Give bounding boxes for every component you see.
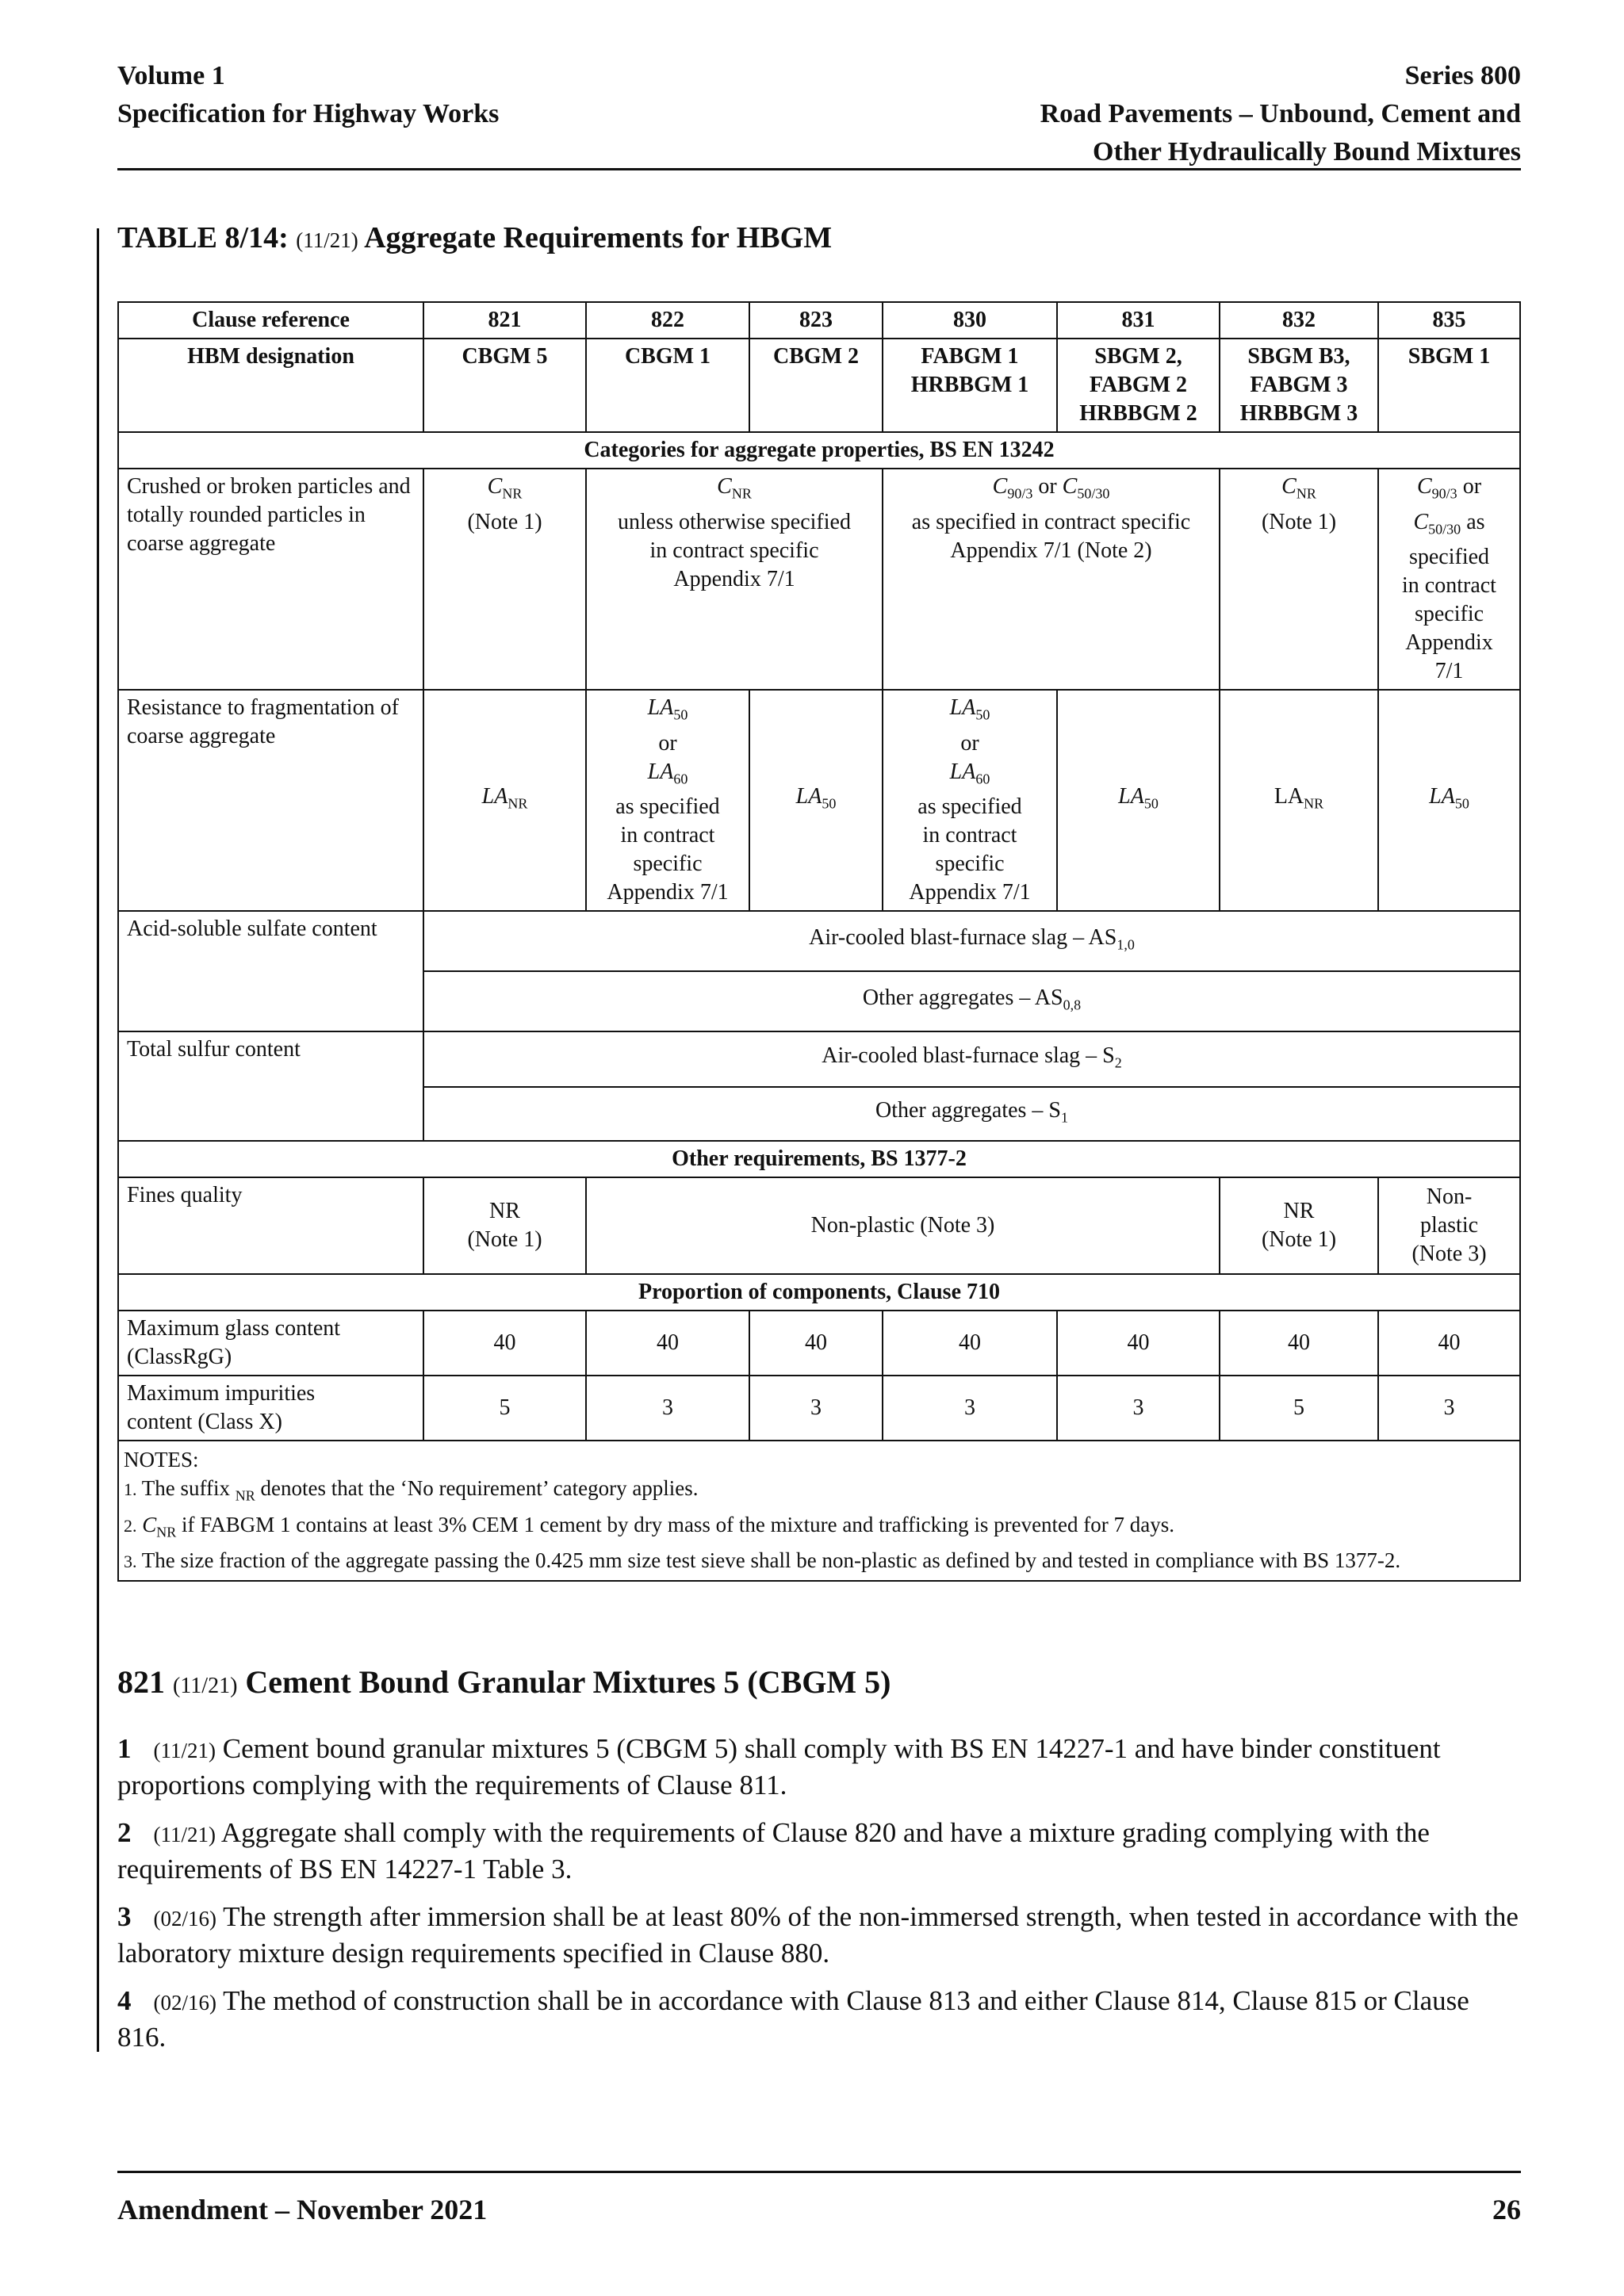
- designation-cell: CBGM 5: [423, 339, 586, 432]
- designation-line: SBGM 2,: [1094, 344, 1182, 369]
- symbol: LA: [949, 759, 976, 784]
- cell-text: as specified: [917, 794, 1022, 820]
- glass-value: 40: [1057, 1311, 1220, 1376]
- glass-value: 40: [1220, 1311, 1378, 1376]
- clause-ref-header: Clause reference: [118, 302, 423, 339]
- paragraph-1: [117, 1732, 1521, 1803]
- resistance-cell-830: [883, 690, 1057, 911]
- cell-text: or: [1462, 474, 1482, 499]
- cell-text: specified: [1408, 545, 1490, 570]
- label-line: (ClassRgG): [127, 1345, 232, 1370]
- cell-text: Other aggregates – AS: [862, 985, 1063, 1011]
- label-line: Maximum glass content: [127, 1316, 341, 1341]
- symbol: LA: [1274, 784, 1304, 809]
- paragraph-amendment: (02/16): [153, 1991, 216, 2015]
- section-amendment: (11/21): [173, 1674, 238, 1698]
- paragraph-number: 4: [117, 1985, 132, 2016]
- table-row: [118, 1177, 1520, 1274]
- page-header-right: [1040, 57, 1521, 171]
- section-heading-821: [117, 1663, 891, 1701]
- subscript: 90/3: [1007, 485, 1033, 502]
- paragraph-text: Cement bound granular mixtures 5 (CBGM 5) shall comply with BS EN 14227-1 and have binder constituent proportions complying with the requirements of Clause 811.: [117, 1733, 1441, 1800]
- cell-text: as: [1466, 509, 1485, 534]
- clause-cell: 821: [423, 302, 586, 339]
- cell-text: NR: [1283, 1199, 1315, 1224]
- symbol: LA: [1429, 784, 1455, 809]
- series-title-line2: Other Hydraulically Bound Mixtures: [1093, 137, 1521, 166]
- impurities-value: 3: [883, 1376, 1057, 1441]
- cell-text: Appendix 7/1 (Note 2): [950, 538, 1152, 563]
- subscript: 50: [673, 706, 688, 723]
- subscript: 60: [975, 771, 990, 787]
- section-heading: Proportion of components, Clause 710: [118, 1274, 1520, 1311]
- note-text: denotes that the ‘No requirement’ category applies.: [260, 1476, 699, 1501]
- row-label: [118, 1311, 423, 1376]
- subscript: NR: [508, 796, 528, 813]
- table-row: [118, 1141, 1520, 1177]
- glass-value: 40: [883, 1311, 1057, 1376]
- label-line: content (Class X): [127, 1410, 282, 1435]
- section-title: Cement Bound Granular Mixtures 5 (CBGM 5): [245, 1664, 891, 1700]
- glass-value: 40: [1378, 1311, 1520, 1376]
- symbol: C: [1062, 474, 1078, 499]
- table-number: TABLE 8/14:: [117, 221, 289, 254]
- table-caption: Aggregate Requirements for HBGM: [364, 221, 833, 254]
- cell-text: Air-cooled blast-furnace slag – AS: [809, 925, 1117, 951]
- designation-line: HRBBGM 2: [1079, 401, 1197, 426]
- table-row: [118, 1274, 1520, 1311]
- subscript: 50/30: [1077, 485, 1110, 502]
- note-number: 1.: [124, 1479, 137, 1500]
- cell-text: Non-: [1426, 1184, 1473, 1210]
- cell-text: 7/1: [1434, 659, 1464, 684]
- sulfate-slag-cell: [423, 911, 1520, 971]
- cell-text: in contract: [620, 823, 715, 848]
- designation-line: FABGM 2: [1089, 373, 1188, 397]
- impurities-value: 3: [1378, 1376, 1520, 1441]
- symbol: C: [1416, 474, 1432, 499]
- series-title-line1: Road Pavements – Unbound, Cement and: [1040, 99, 1521, 128]
- note-1: [124, 1475, 1515, 1509]
- subscript: 50: [1454, 796, 1469, 813]
- sulfur-other-cell: [423, 1087, 1520, 1141]
- designation-cell: SBGM 1: [1378, 339, 1520, 432]
- cell-text: Appendix: [1405, 630, 1493, 656]
- subscript: 2: [1114, 1054, 1122, 1071]
- clause-cell: 835: [1378, 302, 1520, 339]
- note-text: The size fraction of the aggregate passing the 0.425 mm size test sieve shall be non-plastic as defined by and tested in compliance with BS 1377-2.: [141, 1548, 1401, 1573]
- sulfate-other-cell: [423, 971, 1520, 1031]
- footer-divider: [117, 2171, 1521, 2173]
- designation-cell: [883, 339, 1057, 432]
- subscript: 50: [1143, 796, 1159, 813]
- notes-heading: NOTES:: [124, 1448, 199, 1472]
- volume-label: Volume 1: [117, 61, 225, 90]
- subscript: NR: [1304, 796, 1324, 813]
- cell-text: or: [1038, 474, 1057, 499]
- impurities-value: 5: [1220, 1376, 1378, 1441]
- cell-text: Air-cooled blast-furnace slag – S: [822, 1043, 1115, 1069]
- hbm-designation-header: HBM designation: [118, 339, 423, 432]
- row-label: Fines quality: [118, 1177, 423, 1274]
- note-text: The suffix: [141, 1476, 230, 1501]
- impurities-value: 3: [1057, 1376, 1220, 1441]
- crushed-cell-821: [423, 469, 586, 690]
- subscript: NR: [156, 1524, 177, 1540]
- clause-cell: 831: [1057, 302, 1220, 339]
- clause-cell: 822: [586, 302, 749, 339]
- symbol: C: [1281, 474, 1297, 499]
- cell-text: or: [658, 730, 677, 756]
- cell-text: specific: [1414, 602, 1484, 627]
- note-number: 2.: [124, 1515, 137, 1536]
- cell-text: Other aggregates – S: [875, 1098, 1062, 1123]
- note-ref: (Note 1): [467, 1227, 542, 1253]
- cell-text: plastic: [1419, 1213, 1479, 1238]
- table-row: [118, 432, 1520, 469]
- subscript: NR: [1296, 485, 1316, 502]
- section-number: 821: [117, 1664, 165, 1700]
- cell-text: or: [960, 730, 979, 756]
- cell-text: specific: [935, 851, 1005, 877]
- impurities-value: 3: [586, 1376, 749, 1441]
- row-label: [118, 1376, 423, 1441]
- glass-value: 40: [423, 1311, 586, 1376]
- paragraph-text: Aggregate shall comply with the requirements of Clause 820 and have a mixture grading complying with the requirements of BS EN 14227-1 Table 3.: [117, 1817, 1430, 1885]
- cell-text: as specified: [615, 794, 720, 820]
- clause-cell: 832: [1220, 302, 1378, 339]
- symbol: LA: [647, 695, 674, 721]
- subscript: 50: [975, 706, 990, 723]
- paragraph-amendment: (02/16): [153, 1907, 216, 1931]
- resistance-cell-832: [1220, 690, 1378, 911]
- table-row: [118, 690, 1520, 911]
- header-divider: [117, 168, 1521, 170]
- section-heading: Other requirements, BS 1377-2: [118, 1141, 1520, 1177]
- symbol: LA: [647, 759, 674, 784]
- cell-text: in contract: [922, 823, 1017, 848]
- footer-amendment: Amendment – November 2021: [117, 2194, 488, 2225]
- row-label: Crushed or broken particles and totally rounded particles in coarse aggregate: [118, 469, 423, 690]
- symbol: LA: [481, 784, 508, 809]
- note-ref: (Note 1): [1261, 509, 1337, 534]
- page-number: 26: [1492, 2194, 1521, 2225]
- crushed-cell-830-831: [883, 469, 1220, 690]
- table-amendment: (11/21): [296, 228, 358, 252]
- cell-text: Appendix 7/1: [909, 880, 1031, 905]
- fines-cell-832: [1220, 1177, 1378, 1274]
- subscript: 0,8: [1063, 997, 1082, 1013]
- paragraph-text: The method of construction shall be in accordance with Clause 813 and either Clause 814, Clause 815 or Clause 816.: [117, 1985, 1469, 2053]
- symbol: C: [717, 474, 732, 499]
- fines-cell-835: [1378, 1177, 1520, 1274]
- paragraph-number: 3: [117, 1901, 132, 1932]
- designation-line: HRBBGM 3: [1239, 401, 1358, 426]
- row-label: Total sulfur content: [118, 1031, 423, 1141]
- subscript: 60: [673, 771, 688, 787]
- impurities-value: 3: [749, 1376, 883, 1441]
- resistance-cell-823: [749, 690, 883, 911]
- glass-value: 40: [749, 1311, 883, 1376]
- clause-cell: 830: [883, 302, 1057, 339]
- cell-text: in contract: [1402, 573, 1496, 599]
- designation-cell: [1057, 339, 1220, 432]
- subscript: NR: [235, 1487, 255, 1504]
- subscript: 50: [822, 796, 837, 813]
- symbol: LA: [1118, 784, 1144, 809]
- fines-cell-822-831: Non-plastic (Note 3): [586, 1177, 1220, 1274]
- subscript: NR: [731, 485, 752, 502]
- note-ref: (Note 3): [1411, 1242, 1487, 1267]
- note-ref: (Note 1): [1261, 1227, 1337, 1253]
- page-header-left: [117, 57, 499, 133]
- crushed-cell-832: [1220, 469, 1378, 690]
- note-3: [124, 1547, 1515, 1575]
- symbol: C: [487, 474, 503, 499]
- resistance-cell-835: [1378, 690, 1520, 911]
- subscript: 90/3: [1431, 485, 1457, 502]
- label-line: Maximum impurities: [127, 1381, 316, 1406]
- cell-text: as specified in contract specific: [911, 509, 1191, 534]
- cell-text: unless otherwise specified: [618, 509, 851, 534]
- symbol: LA: [795, 784, 822, 809]
- table-title: [117, 220, 832, 255]
- paragraph-3: [117, 1900, 1521, 1971]
- designation-line: SBGM B3,: [1247, 344, 1350, 369]
- symbol: C: [992, 474, 1008, 499]
- subscript: NR: [502, 485, 523, 502]
- table-notes: [118, 1441, 1520, 1581]
- designation-line: HRBBGM 1: [910, 373, 1029, 397]
- fines-cell-821: [423, 1177, 586, 1274]
- note-2: [124, 1511, 1515, 1545]
- designation-cell: CBGM 2: [749, 339, 883, 432]
- table-row: [118, 469, 1520, 690]
- paragraph-4: [117, 1984, 1521, 2055]
- cell-text: in contract specific: [649, 538, 819, 563]
- paragraph-2: [117, 1816, 1521, 1887]
- cell-text: specific: [633, 851, 703, 877]
- paragraph-text: The strength after immersion shall be at least 80% of the non-immersed strength, when tested in accordance with the laboratory mixture design requirements specified in Clause 880.: [117, 1901, 1519, 1969]
- sulfur-slag-cell: [423, 1031, 1520, 1087]
- paragraph-amendment: (11/21): [153, 1823, 216, 1846]
- resistance-cell-831: [1057, 690, 1220, 911]
- subscript: 1: [1061, 1109, 1069, 1126]
- document-title: Specification for Highway Works: [117, 99, 500, 128]
- symbol: C: [142, 1512, 157, 1536]
- table-row: [118, 1031, 1520, 1087]
- glass-value: 40: [586, 1311, 749, 1376]
- clause-cell: 823: [749, 302, 883, 339]
- resistance-cell-821: [423, 690, 586, 911]
- note-number: 3.: [124, 1552, 137, 1572]
- table-row: [118, 1441, 1520, 1581]
- table-row: [118, 339, 1520, 432]
- resistance-cell-822: [586, 690, 749, 911]
- section-heading: Categories for aggregate properties, BS EN 13242: [118, 432, 1520, 469]
- symbol: C: [1413, 509, 1429, 534]
- paragraph-amendment: (11/21): [153, 1739, 216, 1762]
- impurities-value: 5: [423, 1376, 586, 1441]
- table-row: [118, 302, 1520, 339]
- paragraph-number: 1: [117, 1733, 132, 1764]
- designation-cell: CBGM 1: [586, 339, 749, 432]
- designation-line: FABGM 1: [921, 344, 1019, 369]
- cell-text: Appendix 7/1: [607, 880, 729, 905]
- note-ref: (Note 1): [467, 509, 542, 534]
- subscript: 50/30: [1428, 521, 1461, 538]
- change-bar: [97, 228, 99, 2052]
- cell-text: NR: [489, 1199, 520, 1224]
- crushed-cell-822-823: [586, 469, 883, 690]
- table-row: [118, 1311, 1520, 1376]
- row-label: Resistance to fragmentation of coarse aggregate: [118, 690, 423, 911]
- table-row: [118, 911, 1520, 971]
- note-text: if FABGM 1 contains at least 3% CEM 1 cement by dry mass of the mixture and trafficking is prevented for 7 days.: [182, 1512, 1175, 1536]
- crushed-cell-835: [1378, 469, 1520, 690]
- designation-cell: [1220, 339, 1378, 432]
- subscript: 1,0: [1116, 936, 1135, 953]
- aggregate-requirements-table: [117, 301, 1521, 1582]
- cell-text: Appendix 7/1: [673, 566, 795, 591]
- table-row: [118, 1376, 1520, 1441]
- paragraph-number: 2: [117, 1817, 132, 1848]
- designation-line: FABGM 3: [1250, 373, 1348, 397]
- symbol: LA: [949, 695, 976, 721]
- row-label: Acid-soluble sulfate content: [118, 911, 423, 1031]
- series-label: Series 800: [1404, 61, 1521, 90]
